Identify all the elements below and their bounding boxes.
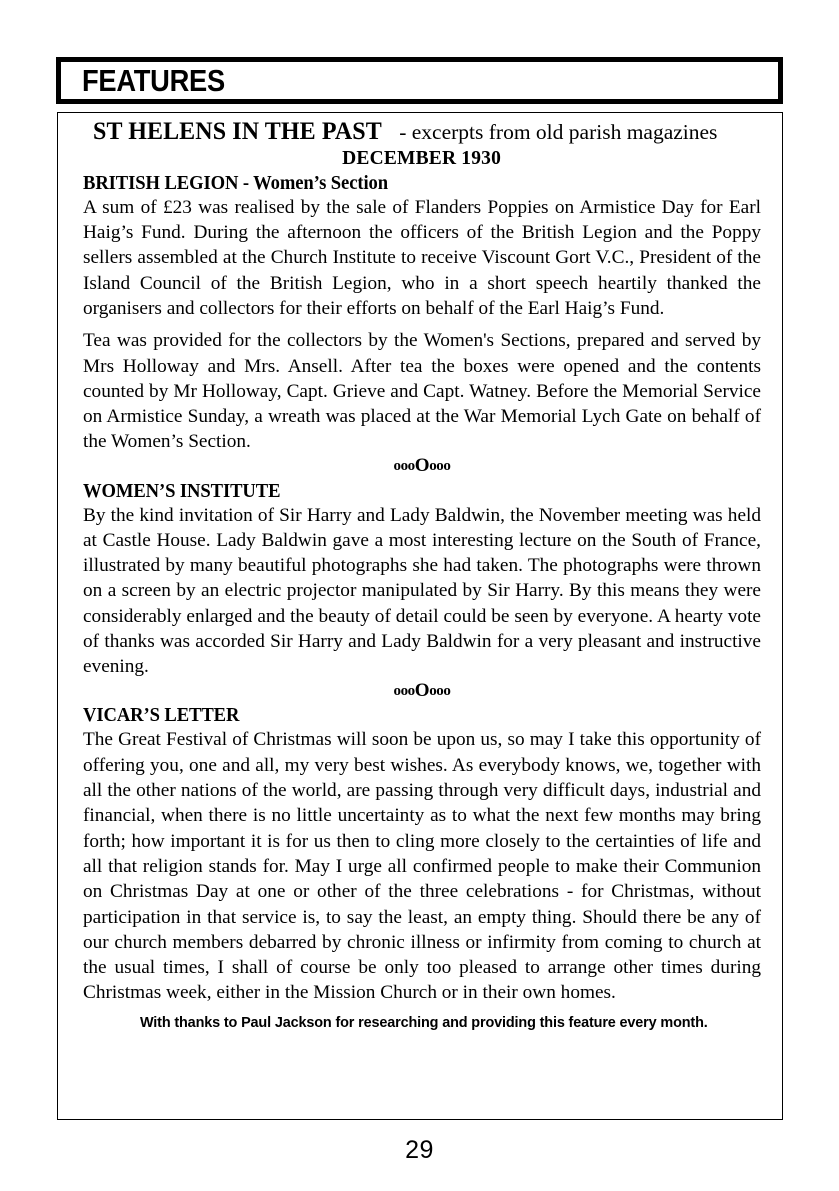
features-banner-title — [82, 62, 244, 98]
ornament-center: O — [414, 679, 430, 701]
section-heading-british-legion-text: BRITISH LEGION - Women’s Section — [83, 171, 389, 194]
section-heading-vicars-letter — [83, 704, 761, 727]
article-credit-text: With thanks to Paul Jackson for researching and providing this feature every month. — [140, 1013, 708, 1031]
section-paragraph: By the kind invitation of Sir Harry and Lady Baldwin, the November meeting was held at Castle House. Lady Baldwin gave a most interesting lecture on the South of France, illustrated by many beautiful photographs she had taken. The photographs were thrown on a screen by an electric projector manipulated by Sir Harry. By this means they were considerably enlarged and the beauty of detail could be seen by everyone. A hearty vote of thanks was accorded Sir Harry and Lady Baldwin for a very pleasant and instructive evening. — [83, 504, 761, 678]
article-inner — [58, 113, 782, 1031]
ornament-left: ooo — [393, 682, 415, 699]
section-paragraph: Tea was provided for the collectors by the Women's Sections, prepared and served by Mrs Holloway and Mrs. Ansell. After tea the boxes were opened and the contents counted by Mr Holloway, Capt. Grieve and Capt. Watney. Before the Memorial Service on Armistice Sunday, a wreath was placed at the War Memorial Lych Gate on behalf of the Women’s Section. — [83, 330, 761, 453]
article-box — [57, 112, 783, 1120]
article-date-line — [83, 147, 761, 170]
ornament-left: ooo — [393, 457, 415, 474]
features-banner-title-text: FEATURES — [82, 62, 225, 98]
article-headline-subtitle: - excerpts from old parish magazines — [393, 120, 718, 144]
article-credit-line — [87, 1014, 761, 1031]
section-heading-womens-institute — [83, 480, 761, 503]
section-heading-womens-institute-text: WOMEN’S INSTITUTE — [83, 479, 281, 502]
features-banner — [56, 57, 783, 104]
section-heading-vicars-letter-text: VICAR’S LETTER — [83, 704, 240, 727]
article-headline-main: ST HELENS IN THE PAST — [93, 118, 382, 145]
article-date-text: DECEMBER 1930 — [342, 147, 502, 170]
ornament-right: ooo — [429, 682, 451, 699]
page-number: 29 — [405, 1136, 434, 1164]
ornament-divider — [83, 455, 761, 478]
ornament-right: ooo — [429, 457, 451, 474]
section-paragraph: A sum of £23 was realised by the sale of Flanders Poppies on Armistice Day for Earl Haig’s Fund. During the afternoon the officers of the British Legion and the Poppy sellers assembled at the Church Institute to receive Viscount Gort V.C., President of the Island Council of the British Legion, who in a short speech heartily thanked the organisers and collectors for their efforts on behalf of the Earl Haig’s Fund. — [83, 196, 761, 319]
ornament-divider — [83, 680, 761, 703]
article-headline — [93, 119, 761, 145]
ornament-center: O — [414, 454, 430, 476]
section-paragraph: The Great Festival of Christmas will soon be upon us, so may I take this opportunity of offering you, one and all, my very best wishes. As everybody knows, we, together with all the other nations of the world, are passing through very difficult days, industrial and financial, when there is no little uncertainty as to what the next few months may bring forth; how important it is for us then to cling more closely to the certainties of life and all that religion stands for. May I urge all confirmed people to make their Communion on Christmas Day at one or other of the three celebrations - for Christmas, without participation in that service is, to say the least, an empty thing. Should there be any of our church members debarred by chronic illness or infirmity from coming to church at the usual times, I shall of course be only too pleased to arrange other times during Christmas week, either in the Mission Church or in their own homes. — [83, 729, 761, 1004]
section-heading-british-legion — [83, 172, 761, 195]
